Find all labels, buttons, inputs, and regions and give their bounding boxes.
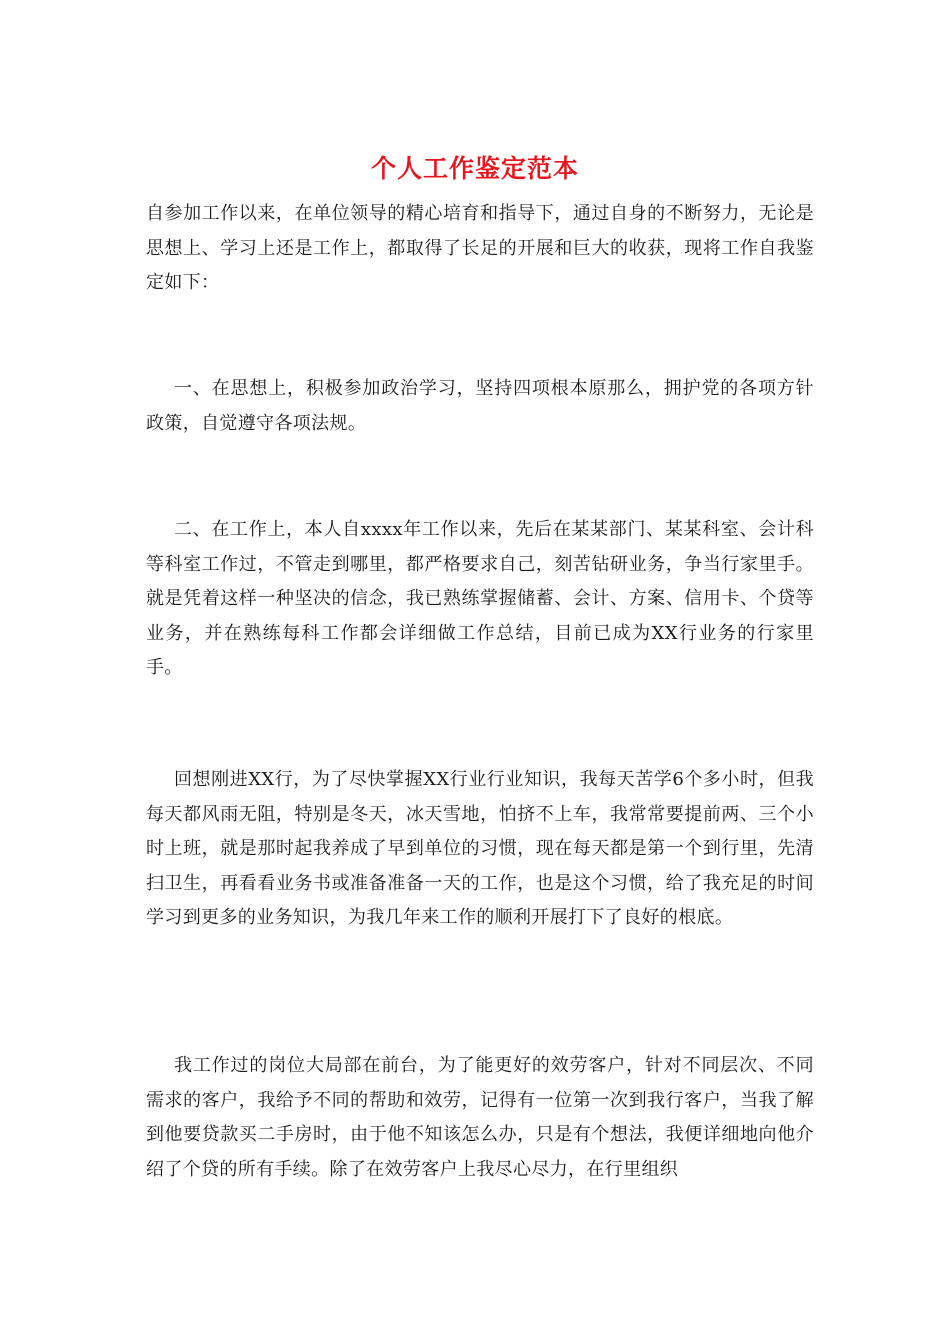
paragraph-work: 二、在工作上，本人自xxxx年工作以来，先后在某某部门、某某科室、会计科等科室工作过，不管走到哪里，都严格要求自己，刻苦钻研业务，争当行家里手。就是凭着这样一种坚决的信念，我已熟练掌握储蓄、会计、方案、信用卡、个贷等业务，并在熟练每科工作都会详细做工作总结，目前已成为XX行业务的行家里手。	[146, 519, 814, 678]
document-title: 个人工作鉴定范本	[370, 154, 579, 183]
paragraph-thought: 一、在思想上，积极参加政治学习，坚持四项根本原那么，拥护党的各项方针政策，自觉遵守各项法规。	[146, 378, 814, 434]
paragraph-service: 我工作过的岗位大局部在前台，为了能更好的效劳客户，针对不同层次、不同需求的客户，我给予不同的帮助和效劳，记得有一位第一次到我行客户，当我了解到他要贷款买二手房时，由于他不知该怎么办，只是有个想法，我便详细地向他介绍了个贷的所有手续。除了在效劳客户上我尽心尽力，在行里组织	[146, 1055, 814, 1180]
paragraph-intro: 自参加工作以来，在单位领导的精心培育和指导下，通过自身的不断努力，无论是思想上、学习上还是工作上，都取得了长足的开展和巨大的收获，现将工作自我鉴定如下：	[146, 203, 814, 293]
paragraph-memory: 回想刚进XX行，为了尽快掌握XX行业行业知识，我每天苦学6个多小时，但我每天都风雨无阻，特别是冬天，冰天雪地，怕挤不上车，我常常要提前两、三个小时上班，就是那时起我养成了早到单位的习惯，现在每天都是第一个到行里，先清扫卫生，再看看业务书或准备准备一天的工作，也是这个习惯，给了我充足的时间学习到更多的业务知识，为我几年来工作的顺利开展打下了良好的根底。	[146, 769, 814, 928]
